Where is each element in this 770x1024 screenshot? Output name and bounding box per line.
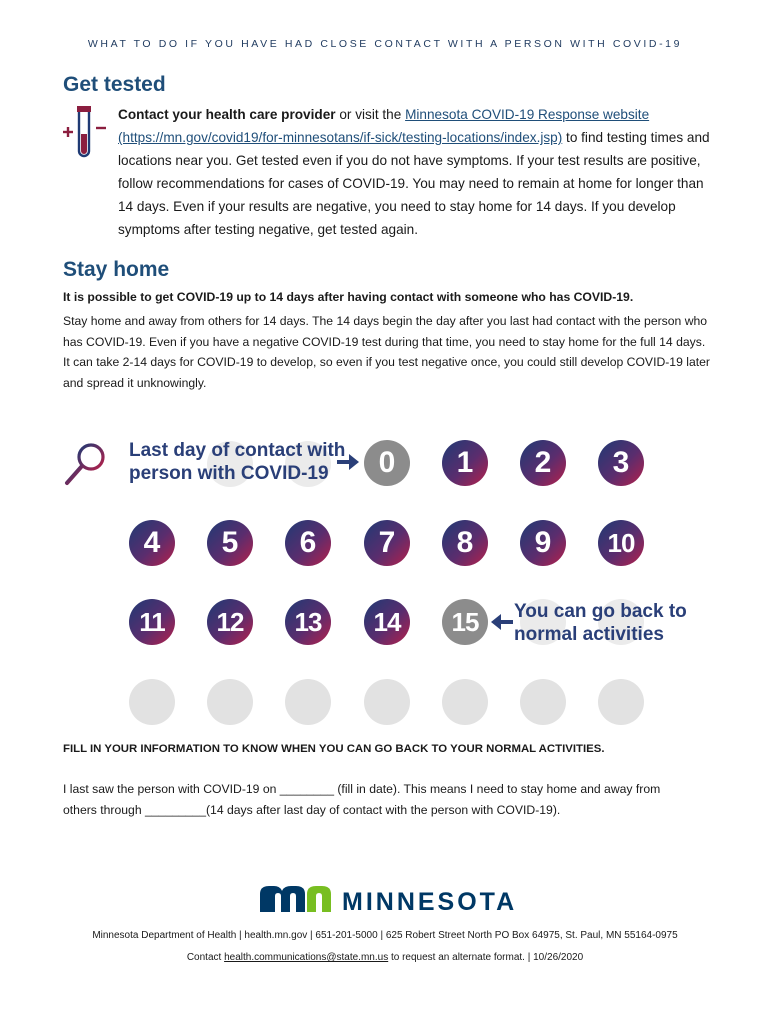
footer-format-line <box>0 952 770 963</box>
fill-in-heading: FILL IN YOUR INFORMATION TO KNOW WHEN YOU CAN GO BACK TO YOUR NORMAL ACTIVITIES. <box>63 743 605 755</box>
testing-locations-link[interactable]: Minnesota COVID-19 Response website (https://mn.gov/covid19/for-minnesotans/if-sick/testing-locations/index.jsp) <box>118 107 650 145</box>
contact-provider-text: Contact your health care provider <box>118 107 336 122</box>
fill-in-line2: others through _________(14 days after last day of contact with the person with COVID-19). <box>63 803 561 817</box>
page-header: WHAT TO DO IF YOU HAVE HAD CLOSE CONTACT WITH A PERSON WITH COVID-19 <box>87 38 683 50</box>
email-link[interactable]: health.communications@state.mn.us <box>224 952 389 963</box>
day-circle-14: 14 <box>364 599 410 645</box>
day-circle-11: 11 <box>129 599 175 645</box>
minnesota-logo-mark <box>260 884 332 914</box>
last-contact-label-line2: person with COVID-19 <box>129 463 329 484</box>
pre-link-text: or visit the <box>335 107 406 122</box>
empty-circle <box>285 679 331 725</box>
day-circle-0: 0 <box>364 440 410 486</box>
day-circle-4: 4 <box>129 520 175 566</box>
test-tube-icon <box>60 104 110 162</box>
last-contact-label-line1: Last day of contact with <box>129 440 346 461</box>
arrow-left-icon <box>490 612 514 632</box>
day-circle-3: 3 <box>598 440 644 486</box>
empty-circle <box>520 679 566 725</box>
get-tested-rest: to find testing times and locations near you. Get tested even if you do not have symptoms. If your test results are positive, follow recommendations for cases of COVID-19. You may need to remain at home for longer than 14 days. Even if your results are negative, you need to stay home for 14 days. If you develop symptoms after testing negative, get tested again. <box>118 130 710 237</box>
day-circle-6: 6 <box>285 520 331 566</box>
empty-circle <box>364 679 410 725</box>
minnesota-logo-text: MINNESOTA <box>342 888 518 916</box>
arrow-right-icon <box>336 452 360 472</box>
stay-home-lead: It is possible to get COVID-19 up to 14 days after having contact with someone who has COVID-19. <box>63 290 634 304</box>
footer-contact-line: Minnesota Department of Health | health.mn.gov | 651-201-5000 | 625 Robert Street North PO Box 64975, St. Paul, MN 55164-0975 <box>92 930 678 941</box>
fill-in-text <box>63 779 713 821</box>
magnifying-glass-icon <box>62 439 110 487</box>
day-circle-9: 9 <box>520 520 566 566</box>
day-circle-12: 12 <box>207 599 253 645</box>
get-tested-title: Get tested <box>63 73 166 96</box>
back-label-line2: normal activities <box>514 624 664 645</box>
last-contact-label <box>129 439 345 485</box>
day-circle-5: 5 <box>207 520 253 566</box>
day-circle-13: 13 <box>285 599 331 645</box>
back-label-line1: You can go back to <box>514 601 687 622</box>
fill-in-line1: I last saw the person with COVID-19 on ________ (fill in date). This means I need to stay home and away from <box>63 782 661 796</box>
stay-home-body: Stay home and away from others for 14 days. The 14 days begin the day after you last had contact with the person who has COVID-19. Even if you have a negative COVID-19 test during that time, you need to stay home for the full 14 days. It can take 2-14 days for COVID-19 to develop, so even if you test negative once, you could still develop COVID-19 later and spread it unknowingly. <box>63 314 710 390</box>
back-to-normal-label <box>514 600 687 646</box>
day-circle-2: 2 <box>520 440 566 486</box>
empty-circle <box>598 679 644 725</box>
footer-contact-pre: Contact <box>186 952 225 963</box>
get-tested-paragraph <box>118 103 718 241</box>
day-circle-10: 10 <box>598 520 644 566</box>
day-circle-8: 8 <box>442 520 488 566</box>
day-circle-7: 7 <box>364 520 410 566</box>
day-circle-15: 15 <box>442 599 488 645</box>
empty-circle <box>442 679 488 725</box>
footer-contact-post: to request an alternate format. | 10/26/2020 <box>388 952 584 963</box>
day-circle-1: 1 <box>442 440 488 486</box>
stay-home-title: Stay home <box>63 258 170 281</box>
empty-circle <box>207 679 253 725</box>
empty-circle <box>129 679 175 725</box>
